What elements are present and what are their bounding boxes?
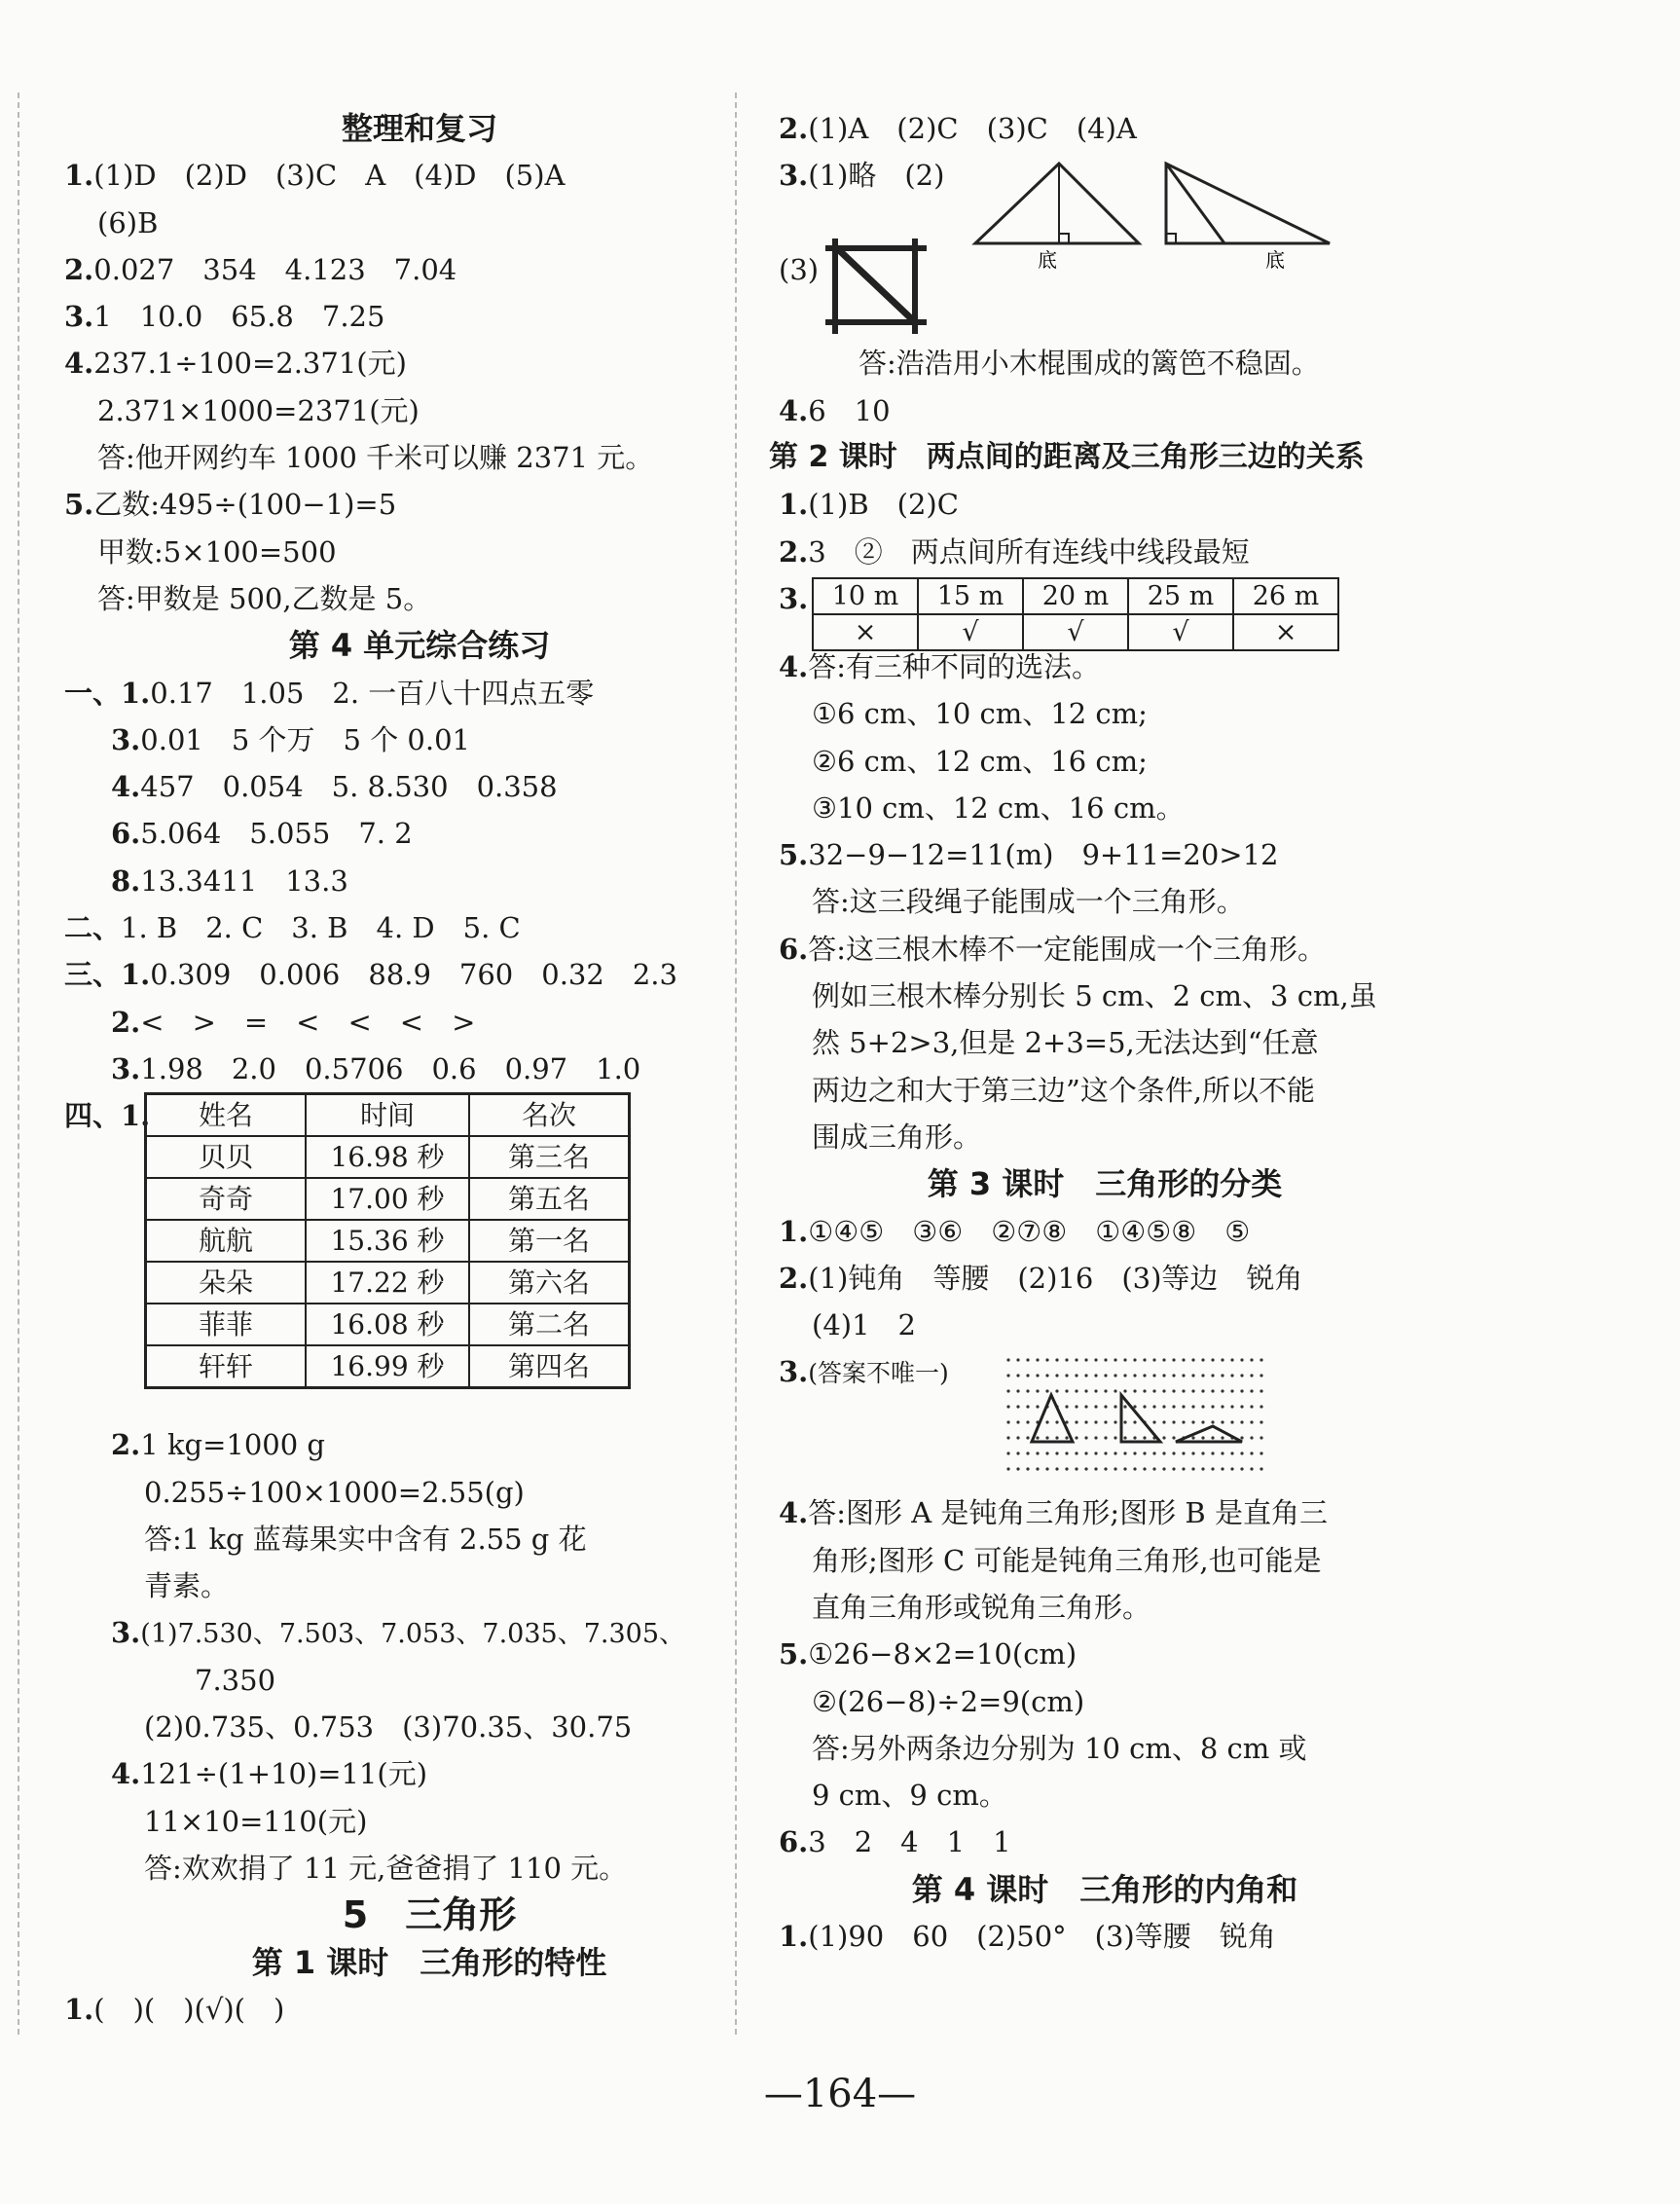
- grid-dot: [1211, 1359, 1214, 1362]
- answer-line: (2)0.735、0.753 (3)70.35、30.75: [144, 1710, 633, 1745]
- answer-line: 3.1.98 2.0 0.5706 0.6 0.97 1.0: [111, 1051, 641, 1085]
- grid-dot: [1191, 1390, 1194, 1393]
- grid-dot: [1104, 1390, 1107, 1393]
- table-cell: 16.99 秒: [306, 1345, 469, 1388]
- table-header-cell: 20 m: [1023, 578, 1128, 614]
- table-cell: 17.00 秒: [306, 1178, 469, 1220]
- answer-line: 7.350: [195, 1663, 276, 1697]
- answer-line: 0.255÷100×1000=2.55(g): [144, 1475, 525, 1509]
- answer-line: 青素。: [144, 1569, 230, 1603]
- grid-dot: [1065, 1390, 1068, 1393]
- answer-line: 答:这三段绳子能围成一个三角形。: [812, 885, 1245, 919]
- race-rank-table: [144, 1092, 631, 1389]
- table-header-cell: 15 m: [918, 578, 1023, 614]
- answer-line: (6)B: [97, 205, 159, 239]
- grid-dot: [1016, 1359, 1019, 1362]
- grid-dot: [1006, 1390, 1009, 1393]
- grid-dot: [1133, 1375, 1136, 1378]
- table-cell: 15.36 秒: [306, 1220, 469, 1262]
- grid-dot: [1230, 1390, 1233, 1393]
- grid-dot: [1143, 1375, 1146, 1378]
- answer-line: 3. 10 m 15 m 20 m 25 m 26 m × √ √ √ ×: [779, 575, 1431, 643]
- table-row: [146, 1262, 630, 1304]
- grid-dot: [1162, 1375, 1165, 1378]
- answer-line: 然 5+2>3,但是 2+3=5,无法达到“任意: [812, 1026, 1319, 1060]
- answer-line: 答:另外两条边分别为 10 cm、8 cm 或: [812, 1731, 1307, 1765]
- answer-line: 2.3 ② 两点间所有连线中线段最短: [779, 534, 1250, 569]
- grid-dot: [1221, 1375, 1223, 1378]
- grid-dot: [1036, 1390, 1039, 1393]
- base-label: 底: [1038, 248, 1057, 273]
- left-column: [64, 105, 716, 2033]
- table-cell: √: [918, 614, 1023, 650]
- grid-dot: [1182, 1375, 1185, 1378]
- grid-dot: [1221, 1359, 1223, 1362]
- grid-dot: [1201, 1390, 1204, 1393]
- table-cell: 第三名: [469, 1136, 630, 1178]
- left-margin-divider: [18, 92, 19, 2035]
- answer-line: 3.(1)略 (2) 底 底: [779, 152, 1431, 199]
- answer-line: ②(26−8)÷2=9(cm): [812, 1684, 1085, 1718]
- table-row: [146, 1178, 630, 1220]
- answer-line: 2.1 kg=1000 g: [111, 1428, 325, 1462]
- grid-dot: [1152, 1359, 1155, 1362]
- table-cell: ×: [1233, 614, 1338, 650]
- grid-dot: [1162, 1359, 1165, 1362]
- base-label: 底: [1265, 248, 1285, 273]
- answer-line: 答:欢欢捐了 11 元,爸爸捐了 110 元。: [144, 1851, 628, 1885]
- answer-line: 2.371×1000=2371(元): [97, 393, 420, 427]
- answer-line: 2.< > = < < < >: [111, 1005, 476, 1039]
- answer-line: 答:甲数是 500,乙数是 5。: [97, 581, 432, 615]
- lesson-heading-2: 第 2 课时 两点间的距离及三角形三边的关系: [769, 440, 1365, 475]
- answer-line: ①6 cm、10 cm、12 cm;: [812, 697, 1148, 731]
- blank-line: [779, 1396, 1431, 1443]
- grid-dot: [1075, 1359, 1077, 1362]
- answer-line: 3.1 10.0 65.8 7.25: [64, 300, 385, 334]
- grid-dot: [1240, 1375, 1243, 1378]
- answer-line: ③10 cm、12 cm、16 cm。: [812, 790, 1185, 825]
- grid-dot: [1026, 1359, 1029, 1362]
- answer-line: 2.(1)钝角 等腰 (2)16 (3)等边 锐角: [779, 1261, 1303, 1295]
- table-cell: 第四名: [469, 1345, 630, 1388]
- grid-dot: [1123, 1390, 1126, 1393]
- table-header-row: [813, 578, 1338, 614]
- table-cell: 16.98 秒: [306, 1136, 469, 1178]
- grid-dot: [1260, 1390, 1262, 1393]
- table-cell: 第二名: [469, 1304, 630, 1345]
- grid-dot: [1250, 1390, 1253, 1393]
- answer-line: 4.答:图形 A 是钝角三角形;图形 B 是直角三: [779, 1496, 1328, 1530]
- table-cell: 16.08 秒: [306, 1304, 469, 1345]
- answer-line: 1.(1)B (2)C: [779, 488, 959, 522]
- answer-line: 答:他开网约车 1000 千米可以赚 2371 元。: [97, 441, 654, 475]
- answer-line: 4.457 0.054 5. 8.530 0.358: [111, 770, 558, 804]
- grid-dot: [1114, 1375, 1116, 1378]
- grid-dot: [1230, 1359, 1233, 1362]
- grid-dot: [1211, 1390, 1214, 1393]
- grid-dot: [1065, 1375, 1068, 1378]
- answer-line: 9 cm、9 cm。: [812, 1779, 1007, 1813]
- grid-dot: [1026, 1375, 1029, 1378]
- answer-line: 5.32−9−12=11(m) 9+11=20>12: [779, 838, 1279, 872]
- table-header-row: [146, 1094, 630, 1137]
- grid-dot: [1016, 1375, 1019, 1378]
- grid-dot: [1201, 1359, 1204, 1362]
- table-cell: 第五名: [469, 1178, 630, 1220]
- page-number: —164—: [763, 2072, 917, 2116]
- chapter-heading-triangle: 5 三角形: [342, 1893, 517, 1937]
- answer-line: 答:浩浩用小木棍围成的篱笆不稳固。: [858, 347, 1320, 381]
- grid-dot: [1260, 1359, 1262, 1362]
- answer-line: 甲数:5×100=500: [97, 534, 337, 569]
- table-cell: 17.22 秒: [306, 1262, 469, 1304]
- grid-dot: [1250, 1375, 1253, 1378]
- answer-line: 4.6 10: [779, 393, 891, 427]
- grid-dot: [1191, 1359, 1194, 1362]
- answer-line: 2.(1)A (2)C (3)C (4)A: [779, 112, 1137, 145]
- grid-dot: [1133, 1359, 1136, 1362]
- table-row: [146, 1304, 630, 1345]
- lesson-heading-4: 第 4 课时 三角形的内角和: [911, 1870, 1298, 1908]
- table-cell: 第一名: [469, 1220, 630, 1262]
- section-heading-review: 整理和复习: [341, 110, 497, 147]
- table-cell: 奇奇: [146, 1178, 307, 1220]
- grid-dot: [1094, 1359, 1097, 1362]
- lesson-heading-1: 第 1 课时 三角形的特性: [251, 1943, 607, 1981]
- grid-dot: [1240, 1390, 1243, 1393]
- table-cell: √: [1023, 614, 1128, 650]
- grid-dot: [1143, 1359, 1146, 1362]
- answer-line: 4.237.1÷100=2.371(元): [64, 347, 407, 381]
- answer-line: 角形;图形 C 可能是钝角三角形,也可能是: [812, 1543, 1322, 1577]
- grid-dot: [1221, 1390, 1223, 1393]
- grid-dot: [1006, 1359, 1009, 1362]
- blank-line: [779, 1443, 1431, 1489]
- answer-line: 两边之和大于第三边”这个条件,所以不能: [812, 1073, 1316, 1107]
- grid-dot: [1143, 1390, 1146, 1393]
- answer-line: 三、1.0.309 0.006 88.9 760 0.32 2.3: [64, 958, 677, 992]
- answer-line: 一、1.0.17 1.05 2. 一百八十四点五零: [64, 676, 595, 710]
- grid-dot: [1114, 1359, 1116, 1362]
- grid-dot: [1191, 1375, 1194, 1378]
- answer-line: (4)1 2: [812, 1308, 916, 1342]
- rope-length-table: [812, 577, 1339, 651]
- grid-dot: [1104, 1375, 1107, 1378]
- answer-line: 四、1. 姓名 时间 名次 贝贝 16.98 秒 第三名 奇奇 17.00 秒 第五名 航航 15.36 秒 第一名 朵朵 17.22 秒 第六名 菲菲 16.08 秒 第二名 轩轩 16.99 秒 第四名: [64, 1092, 716, 1421]
- table-row: [146, 1136, 630, 1178]
- grid-dot: [1152, 1390, 1155, 1393]
- table-cell: 朵朵: [146, 1262, 307, 1304]
- grid-dot: [1006, 1375, 1009, 1378]
- grid-dot: [1201, 1375, 1204, 1378]
- grid-dot: [1182, 1390, 1185, 1393]
- grid-dot: [1094, 1390, 1097, 1393]
- answer-line: 6.3 2 4 1 1: [779, 1825, 1011, 1859]
- answer-line: 6.答:这三根木棒不一定能围成一个三角形。: [779, 932, 1327, 966]
- answer-line: 3.(答案不唯一): [779, 1348, 1431, 1395]
- lesson-heading-3: 第 3 课时 三角形的分类: [927, 1165, 1283, 1203]
- answer-line: 答:1 kg 蓝莓果实中含有 2.55 g 花: [144, 1522, 587, 1556]
- answer-line: 5.①26−8×2=10(cm): [779, 1637, 1077, 1671]
- grid-dot: [1055, 1375, 1058, 1378]
- grid-dot: [1045, 1390, 1048, 1393]
- answer-line: 围成三角形。: [812, 1120, 982, 1154]
- blank-line: [779, 293, 1431, 340]
- answer-line: 8.13.3411 13.3: [111, 863, 348, 898]
- grid-dot: [1084, 1359, 1087, 1362]
- grid-dot: [1065, 1359, 1068, 1362]
- answer-line: (3): [779, 246, 1431, 293]
- table-header-cell: 姓名: [146, 1094, 307, 1137]
- table-cell: ×: [813, 614, 918, 650]
- grid-dot: [1123, 1359, 1126, 1362]
- answer-line: 1.(1)D (2)D (3)C A (4)D (5)A: [64, 159, 566, 193]
- grid-dot: [1055, 1359, 1058, 1362]
- grid-dot: [1162, 1390, 1165, 1393]
- grid-dot: [1104, 1359, 1107, 1362]
- section-heading-unit4: 第 4 单元综合练习: [288, 627, 551, 665]
- grid-dot: [1182, 1359, 1185, 1362]
- grid-dot: [1230, 1375, 1233, 1378]
- answer-line: ②6 cm、12 cm、16 cm;: [812, 744, 1148, 778]
- answer-line: 2.0.027 354 4.123 7.04: [64, 252, 457, 286]
- column-divider: [735, 92, 737, 2035]
- grid-dot: [1260, 1375, 1262, 1378]
- grid-dot: [1055, 1390, 1058, 1393]
- table-cell: 航航: [146, 1220, 307, 1262]
- table-header-cell: 时间: [306, 1094, 469, 1137]
- table-cell: 菲菲: [146, 1304, 307, 1345]
- grid-dot: [1084, 1375, 1087, 1378]
- grid-dot: [1045, 1375, 1048, 1378]
- grid-dot: [1094, 1375, 1097, 1378]
- table-header-cell: 名次: [469, 1094, 630, 1137]
- table-cell: 轩轩: [146, 1345, 307, 1388]
- answer-line: 11×10=110(元): [144, 1804, 368, 1838]
- answer-line: 3.0.01 5 个万 5 个 0.01: [111, 722, 470, 756]
- grid-dot: [1172, 1375, 1175, 1378]
- answer-line: 1.( )( )(√)( ): [64, 1992, 285, 2026]
- grid-dot: [1036, 1359, 1039, 1362]
- answer-line: 4.答:有三种不同的选法。: [779, 649, 1101, 683]
- answer-line: 6.5.064 5.055 7. 2: [111, 817, 413, 851]
- table-header-cell: 26 m: [1233, 578, 1338, 614]
- grid-dot: [1114, 1390, 1116, 1393]
- table-row: [146, 1345, 630, 1388]
- answer-line: 1.(1)90 60 (2)50° (3)等腰 锐角: [779, 1919, 1276, 1953]
- grid-dot: [1133, 1390, 1136, 1393]
- grid-dot: [1045, 1359, 1048, 1362]
- grid-dot: [1026, 1390, 1029, 1393]
- grid-dot: [1036, 1375, 1039, 1378]
- grid-dot: [1172, 1359, 1175, 1362]
- answer-line: 1.①④⑤ ③⑥ ②⑦⑧ ①④⑤⑧ ⑤: [779, 1214, 1251, 1248]
- answer-line: 二、1. B 2. C 3. B 4. D 5. C: [64, 911, 521, 945]
- grid-dot: [1250, 1359, 1253, 1362]
- grid-dot: [1172, 1390, 1175, 1393]
- table-header-cell: 10 m: [813, 578, 918, 614]
- answer-line: 直角三角形或锐角三角形。: [812, 1590, 1151, 1624]
- right-column: [769, 105, 1431, 1960]
- table-cell: 贝贝: [146, 1136, 307, 1178]
- answer-line: 4.121÷(1+10)=11(元): [111, 1757, 428, 1791]
- grid-dot: [1075, 1390, 1077, 1393]
- grid-dot: [1240, 1359, 1243, 1362]
- answer-line: 5.乙数:495÷(100−1)=5: [64, 488, 397, 522]
- table-header-cell: 25 m: [1128, 578, 1233, 614]
- grid-dot: [1084, 1390, 1087, 1393]
- answer-line: 3.(1)7.530、7.503、7.053、7.035、7.305、: [111, 1616, 686, 1650]
- table-cell: √: [1128, 614, 1233, 650]
- grid-dot: [1211, 1375, 1214, 1378]
- table-row: [146, 1220, 630, 1262]
- grid-dot: [1123, 1375, 1126, 1378]
- grid-dot: [1075, 1375, 1077, 1378]
- answer-line: 例如三根木棒分别长 5 cm、2 cm、3 cm,虽: [812, 979, 1377, 1013]
- grid-dot: [1152, 1375, 1155, 1378]
- table-cell: 第六名: [469, 1262, 630, 1304]
- grid-dot: [1016, 1390, 1019, 1393]
